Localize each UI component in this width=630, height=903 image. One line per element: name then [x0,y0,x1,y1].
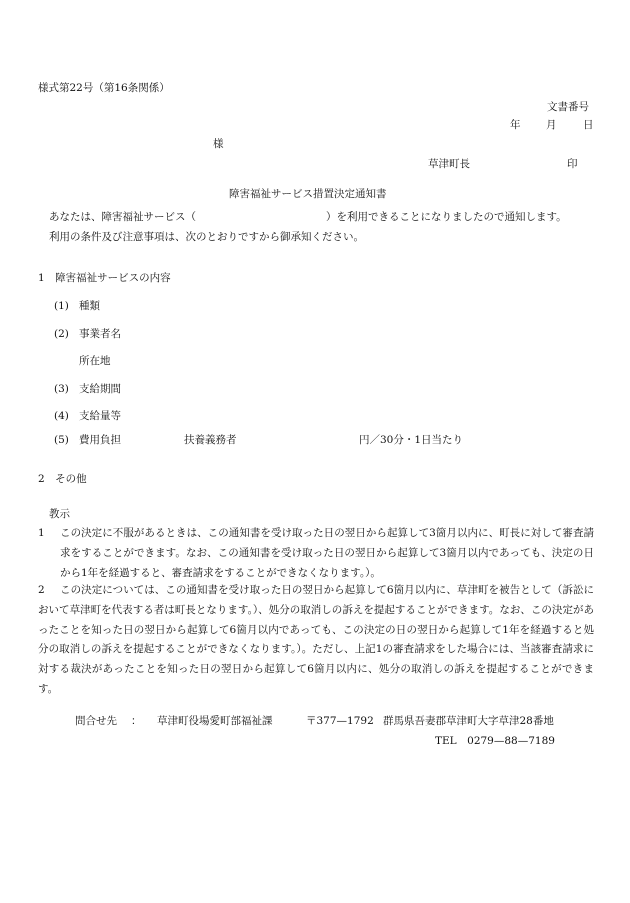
item-3-label: 支給期間 [79,383,121,395]
date-day-label: 日 [583,119,594,131]
item-4-label: 支給量等 [79,410,121,422]
seal-label: 印 [567,158,578,170]
date-month-label: 月 [546,119,557,131]
issuer-name: 草津町長 [428,158,470,170]
section-2-heading: 2 その他 [38,473,87,485]
item-1-label: 種類 [79,300,100,312]
intro-line-1-after: ）を利用できることになりましたので通知します。 [326,211,567,223]
item-5-number: (5) [54,434,69,446]
notice-heading: 教示 [49,508,70,520]
intro-line-1-before: あなたは、障害福祉サービス（ [49,211,196,223]
contact-separator: ： [131,715,142,727]
cost-unit: 円／30分・1日当たり [359,434,464,446]
item-2b-label: 所在地 [79,355,111,367]
item-4-number: (4) [54,410,69,422]
notice-item-1-text: この決定に不服があるときは、この通知書を受け取った日の翌日から起算して3箇月以内に、町長に対して審査請求をすることができます。なお、この通知書を受け取った日の翌日から起算して3箇月以内であっても、決定の日から1年を経過すると、審査請求をすることができなくなります。）。 [60,527,594,579]
document-title: 障害福祉サービス措置決定通知書 [229,188,387,200]
item-5-label: 費用負担 [79,434,121,446]
item-1-number: (1) [54,300,69,312]
notice-item-2 [38,581,594,700]
item-2-label: 事業者名 [79,328,121,340]
section-1-heading: 1 障害福祉サービスの内容 [38,272,171,284]
notice-item-2-text: この決定については、この通知書を受け取った日の翌日から起算して6箇月以内に、草津町を被告として（訴訟において草津町を代表する者は町長となります。）、処分の取消しの訴えを提起することができます。なお、この決定があったことを知った日の翌日から起算して6箇月以内であっても、この決定の日の翌日から起算して1年を経過すると処分の取消しの訴えを提起することができなくなります。）。ただし、上記1の審査請求をした場合には、当該審査請求に対する裁決があったことを知った日の翌日から起算して6箇月以内に、処分の取消しの訴えを提起することができます。 [38,584,594,695]
contact-department: 草津町役場愛町部福祉課 [157,715,273,727]
item-3-number: (3) [54,383,69,395]
notice-item-1-number: 1 [38,527,45,539]
contact-telephone: TEL 0279—88—7189 [435,735,555,747]
date-year-label: 年 [510,119,521,131]
intro-line-2: 利用の条件及び注意事項は、次のとおりですから御承知ください。 [49,231,364,243]
contact-address: 群馬県吾妻郡草津町大字草津28番地 [383,715,554,727]
document-number-label: 文書番号 [547,101,589,113]
contact-postal-code: 〒377—1792 [306,715,374,727]
form-number: 様式第22号（第16条関係） [38,82,170,94]
addressee-suffix: 様 [213,138,224,150]
item-2-number: (2) [54,328,69,340]
notice-item-1 [38,524,594,583]
cost-obligor-label: 扶養義務者 [184,434,237,446]
notice-item-2-number: 2 [38,584,45,596]
contact-label: 問合せ先 [75,715,117,727]
